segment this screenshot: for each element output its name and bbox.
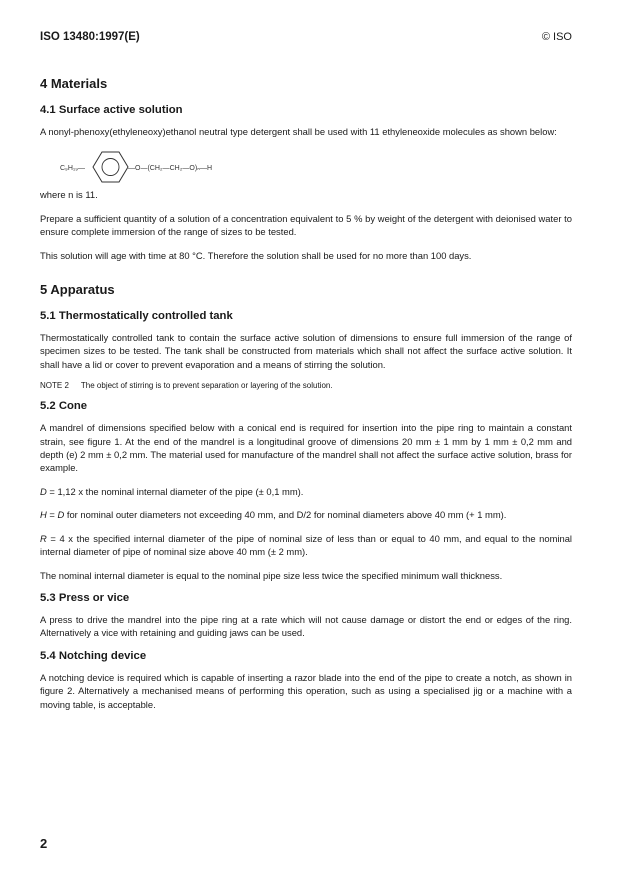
section-5-2-paragraph-last: The nominal internal diameter is equal to the nominal pipe size less twice the specified minimum wall thickness. [40,569,503,581]
h-d-symbol: D [57,509,65,521]
aromatic-circle-icon [102,159,119,176]
section-5-1-paragraph-1: Thermostatically controlled tank to contain the surface active solution of dimensions to ensure full immersion of the range of specimen sizes to be tested. The tank shall be constructed from materials which shall not affect the surface active solution. It shall have a lid or cover to prevent evaporation and a means of stirring the solution. [40,332,572,370]
page-number: 2 [40,836,48,851]
formula-left-group: C₉H₁₉— [60,165,86,173]
h-symbol: H [40,509,47,521]
section-5-1-heading: 5.1 Thermostatically controlled tank [40,310,233,323]
section-4-1-paragraph-3: Prepare a sufficient quantity of a solution of a concentration equivalent to 5 % by weight of the detergent with deionised water to ensure complete immersion of the range of sizes to be tested. [40,212,572,238]
note-2 [40,381,572,390]
section-5-heading: 5 Apparatus [40,282,115,298]
page-content [40,76,572,721]
chemical-formula [40,148,572,186]
section-4-1-paragraph-4: This solution will age with time at 80 °C. Therefore the solution shall be used for no more than 100 days. [40,249,472,261]
section-5-3-paragraph-1: A press to drive the mandrel into the pipe ring at a rate which will not cause damage or distort the end or edges of the ring. Alternatively a vice with retaining and guiding jaws can be used. [40,613,572,639]
d-symbol: D [40,485,47,497]
r-text: = 4 x the specified internal diameter of the pipe of nominal size of less than or equal to 40 mm, and equal to the nominal internal diameter of pipe of nominal size above 40 mm (± 2 mm). [40,532,572,558]
section-5-3-heading: 5.3 Press or vice [40,591,130,604]
benzene-ring-structure [40,148,340,186]
section-4-1-paragraph-2: where n is 11. [40,189,98,201]
section-5-4-paragraph-1: A notching device is required which is capable of inserting a razor blade into the end of the pipe to create a notch, as shown in figure 2. Alternatively a mechanised means of performing this operation, such as using a specialised jig or a machine with a moving table, is acceptable. [40,671,572,710]
r-symbol: R [40,532,47,544]
copyright-mark: © ISO [541,31,572,43]
benzene-ring-icon [93,152,128,182]
section-4-1-heading: 4.1 Surface active solution [40,104,183,116]
note-label: NOTE 2 [40,381,69,391]
h-equals: = [46,509,58,521]
d-text: = 1,12 x the nominal internal diameter of the pipe (± 0,1 mm). [46,485,304,497]
formula-right-group: —O—(CH₂—CH₂—O)ₙ—H [128,165,213,173]
section-4-heading: 4 Materials [40,76,108,91]
h-text: for nominal outer diameters not exceeding 40 mm, and D/2 for nominal diameters above 40 mm (+ 1 mm). [64,509,507,521]
section-5-2-r-definition [40,532,572,559]
note-text: The object of stirring is to prevent separation or layering of the solution. [80,381,333,391]
section-5-4-heading: 5.4 Notching device [40,649,147,662]
standard-id: ISO 13480:1997(E) [40,31,140,43]
section-5-2-paragraph-1: A mandrel of dimensions specified below with a conical end is required for insertion into the pipe ring to maintain a constant strain, see figure 1. At the end of the mandrel is a longitudinal groove of dimensions 20 mm ± 1 mm by 1 mm ± 0,2 mm and depth (e) 2 mm ± 0,2 mm. The material used for manufacture of the mandrel shall not affect the surface active solution, brass for example. [40,422,572,474]
section-5-2-d-definition [40,485,572,498]
section-5-2-h-definition [40,508,572,521]
section-4-1-paragraph-1: A nonyl-phenoxy(ethyleneoxy)ethanol neutral type detergent shall be used with 11 ethyleneoxide molecules as shown below: [40,126,557,137]
section-5-2-heading: 5.2 Cone [40,400,88,413]
